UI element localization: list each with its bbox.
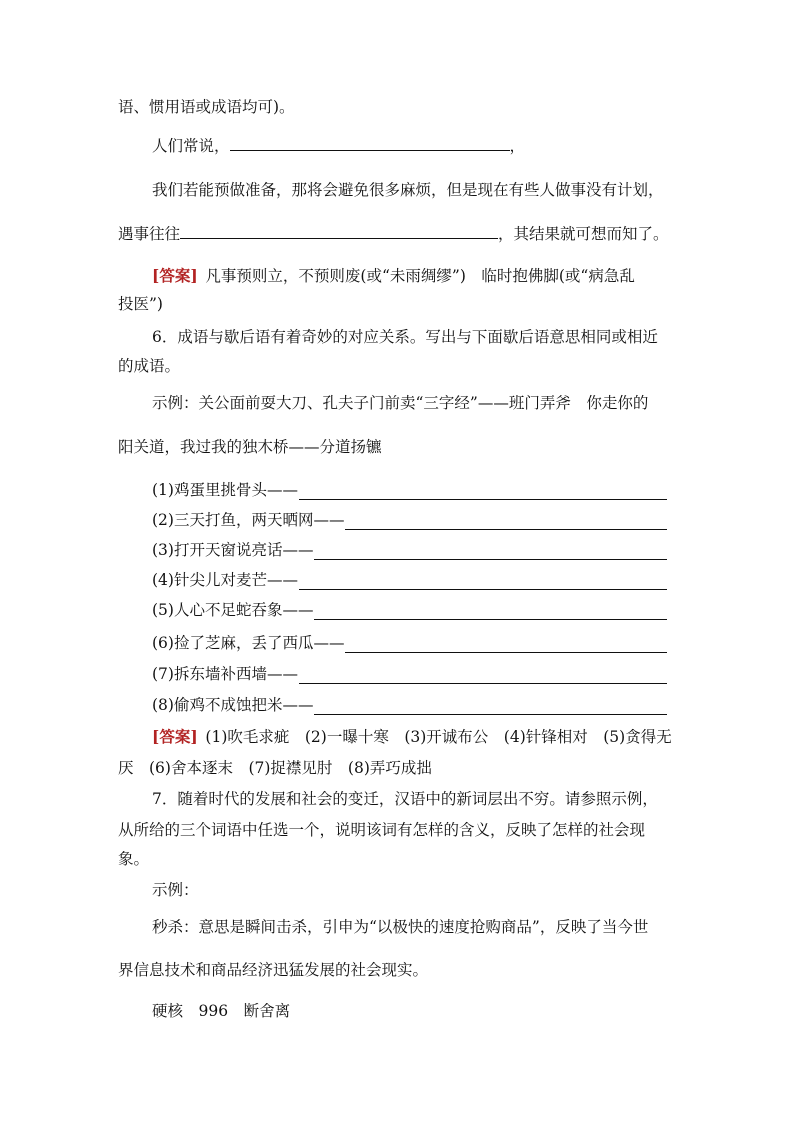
intro-line-2-suffix: ，	[509, 137, 526, 155]
blank-line[interactable]	[314, 545, 667, 560]
answer-6-line-1	[152, 727, 672, 747]
q7-line-3: 象。	[118, 850, 150, 868]
q6-item-label: (8)偷鸡不成蚀把米——	[152, 696, 314, 714]
blank-line[interactable]	[180, 224, 498, 239]
intro-line-3: 我们若能预做准备，那将会避免很多麻烦，但是现在有些人做事没有计划，	[152, 181, 664, 199]
answer-tag: [答案]	[152, 727, 198, 746]
q6-item-8	[152, 695, 667, 715]
intro-line-4	[118, 224, 669, 244]
q6-item-label: (1)鸡蛋里挑骨头——	[152, 481, 298, 499]
blank-line[interactable]	[314, 700, 667, 715]
blank-line[interactable]	[299, 485, 667, 500]
q6-line-2: 的成语。	[118, 357, 181, 375]
answer-tag: [答案]	[152, 266, 198, 285]
blank-line[interactable]	[299, 575, 667, 590]
blank-line[interactable]	[345, 515, 667, 530]
q6-item-3	[152, 540, 667, 560]
intro-line-4-suffix: ，其结果就可想而知了。	[498, 225, 669, 243]
answer-5-text: 凡事预则立，不预则废(或“未雨绸缪”) 临时抱佛脚(或“病急乱	[205, 267, 635, 285]
q7-word-options: 硬核 996 断舍离	[152, 1002, 291, 1020]
q6-item-label: (7)拆东墙补西墙——	[152, 665, 298, 683]
intro-line-4-prefix: 遇事往往	[118, 225, 181, 243]
q7-example-line-1: 秒杀：意思是瞬间击杀，引申为“以极快的速度抢购商品”，反映了当今世	[152, 918, 649, 936]
q7-line-1: 7．随着时代的发展和社会的变迁，汉语中的新词层出不穷。请参照示例，	[152, 790, 658, 808]
q6-item-1	[152, 480, 667, 500]
answer-6-line-2: 厌 (6)舍本逐末 (7)捉襟见肘 (8)弄巧成拙	[118, 759, 432, 777]
q7-example-label: 示例：	[152, 881, 199, 899]
q7-line-2: 从所给的三个词语中任选一个，说明该词有怎样的含义，反映了怎样的社会现	[118, 821, 646, 839]
q6-item-label: (5)人心不足蛇吞象——	[152, 601, 314, 619]
answer-5-line-2: 投医”)	[118, 295, 163, 313]
q6-item-6	[152, 633, 667, 653]
answer-6-text: (1)吹毛求疵 (2)一曝十寒 (3)开诚布公 (4)针锋相对 (5)贪得无	[205, 728, 672, 746]
intro-line-2	[152, 136, 525, 156]
q6-item-2	[152, 510, 667, 530]
q6-item-label: (2)三天打鱼，两天晒网——	[152, 511, 345, 529]
blank-line[interactable]	[299, 669, 667, 684]
blank-line[interactable]	[345, 638, 667, 653]
intro-line-1: 语、惯用语或成语均可)。	[118, 98, 295, 116]
q6-item-label: (4)针尖儿对麦芒——	[152, 571, 298, 589]
q6-line-1: 6．成语与歇后语有着奇妙的对应关系。写出与下面歇后语意思相同或相近	[152, 328, 658, 346]
answer-5-line-1	[152, 266, 635, 286]
q6-example-line-2: 阳关道，我过我的独木桥——分道扬镳	[118, 438, 382, 456]
q6-item-7	[152, 664, 667, 684]
q6-item-label: (3)打开天窗说亮话——	[152, 541, 314, 559]
q6-item-5	[152, 600, 667, 620]
intro-line-2-prefix: 人们常说，	[152, 137, 230, 155]
q6-example-line-1: 示例：关公面前耍大刀、孔夫子门前卖“三字经”——班门弄斧 你走你的	[152, 394, 649, 412]
q6-item-4	[152, 570, 667, 590]
blank-line[interactable]	[314, 605, 667, 620]
q6-item-label: (6)捡了芝麻，丢了西瓜——	[152, 634, 345, 652]
q7-example-line-2: 界信息技术和商品经济迅猛发展的社会现实。	[118, 961, 429, 979]
blank-line[interactable]	[230, 136, 510, 151]
